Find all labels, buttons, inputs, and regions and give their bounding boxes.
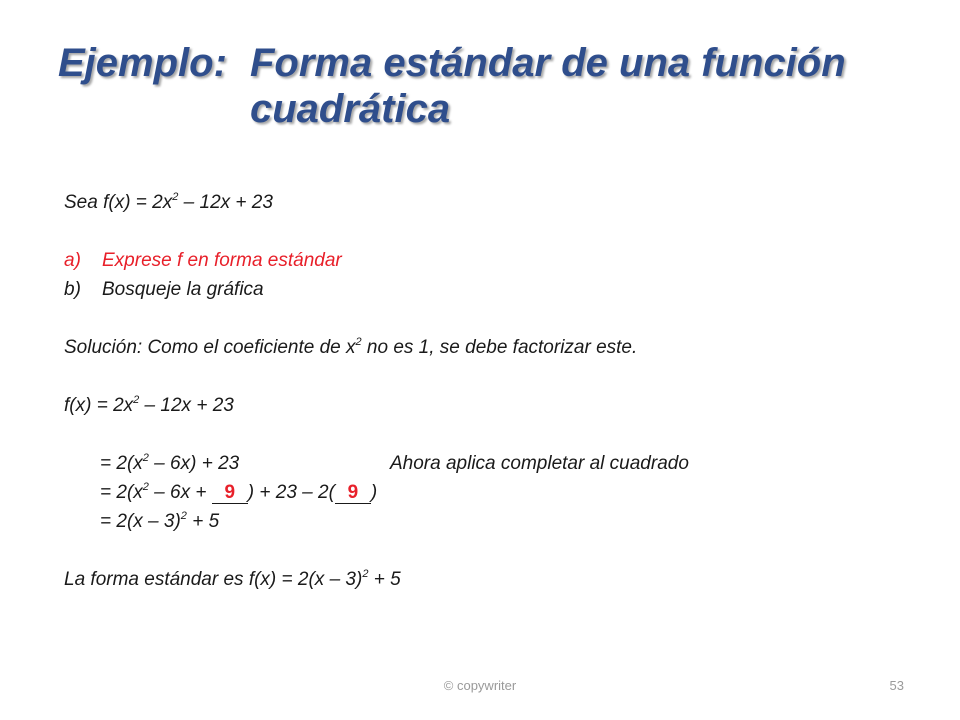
solution-step-1: = $2(x^2 - 6x) + 23$ Ahora aplica completar al cuadrado	[100, 451, 239, 477]
step-note: Ahora aplica completar al cuadrado	[390, 453, 689, 474]
slide-title-label: Ejemplo:	[58, 41, 227, 85]
solution-intro: Solución: Como el coeficiente de $x^2$ no es 1, se debe factorizar este.	[64, 336, 638, 358]
list-item-a: a) Exprese f en forma estándar	[64, 250, 342, 271]
solution-step-3: = 2(x – 3)$^2$ + 5	[100, 510, 220, 532]
fill-blank: 9	[335, 483, 371, 504]
solution-step-0: $f(x) = 2x^2 - 12x + 23$	[64, 394, 234, 416]
page-number: 53	[889, 678, 904, 693]
footer-copyright: © copywriter	[443, 678, 517, 693]
fill-blank: 9	[212, 483, 248, 504]
slide-title: Forma estándar de una función cuadrática	[250, 41, 846, 131]
list-item-b: b) Bosqueje la gráfica	[64, 279, 264, 300]
conclusion: La forma estándar es f(x) = 2(x – 3)$^2$ + 5	[64, 568, 401, 590]
function-definition: Sea $f(x) = 2x^2 - 12x + 23$	[64, 191, 273, 213]
solution-step-2: = $2(x^2 - 6x + 9$ ) + 23 – 2( 9 )	[100, 481, 378, 503]
